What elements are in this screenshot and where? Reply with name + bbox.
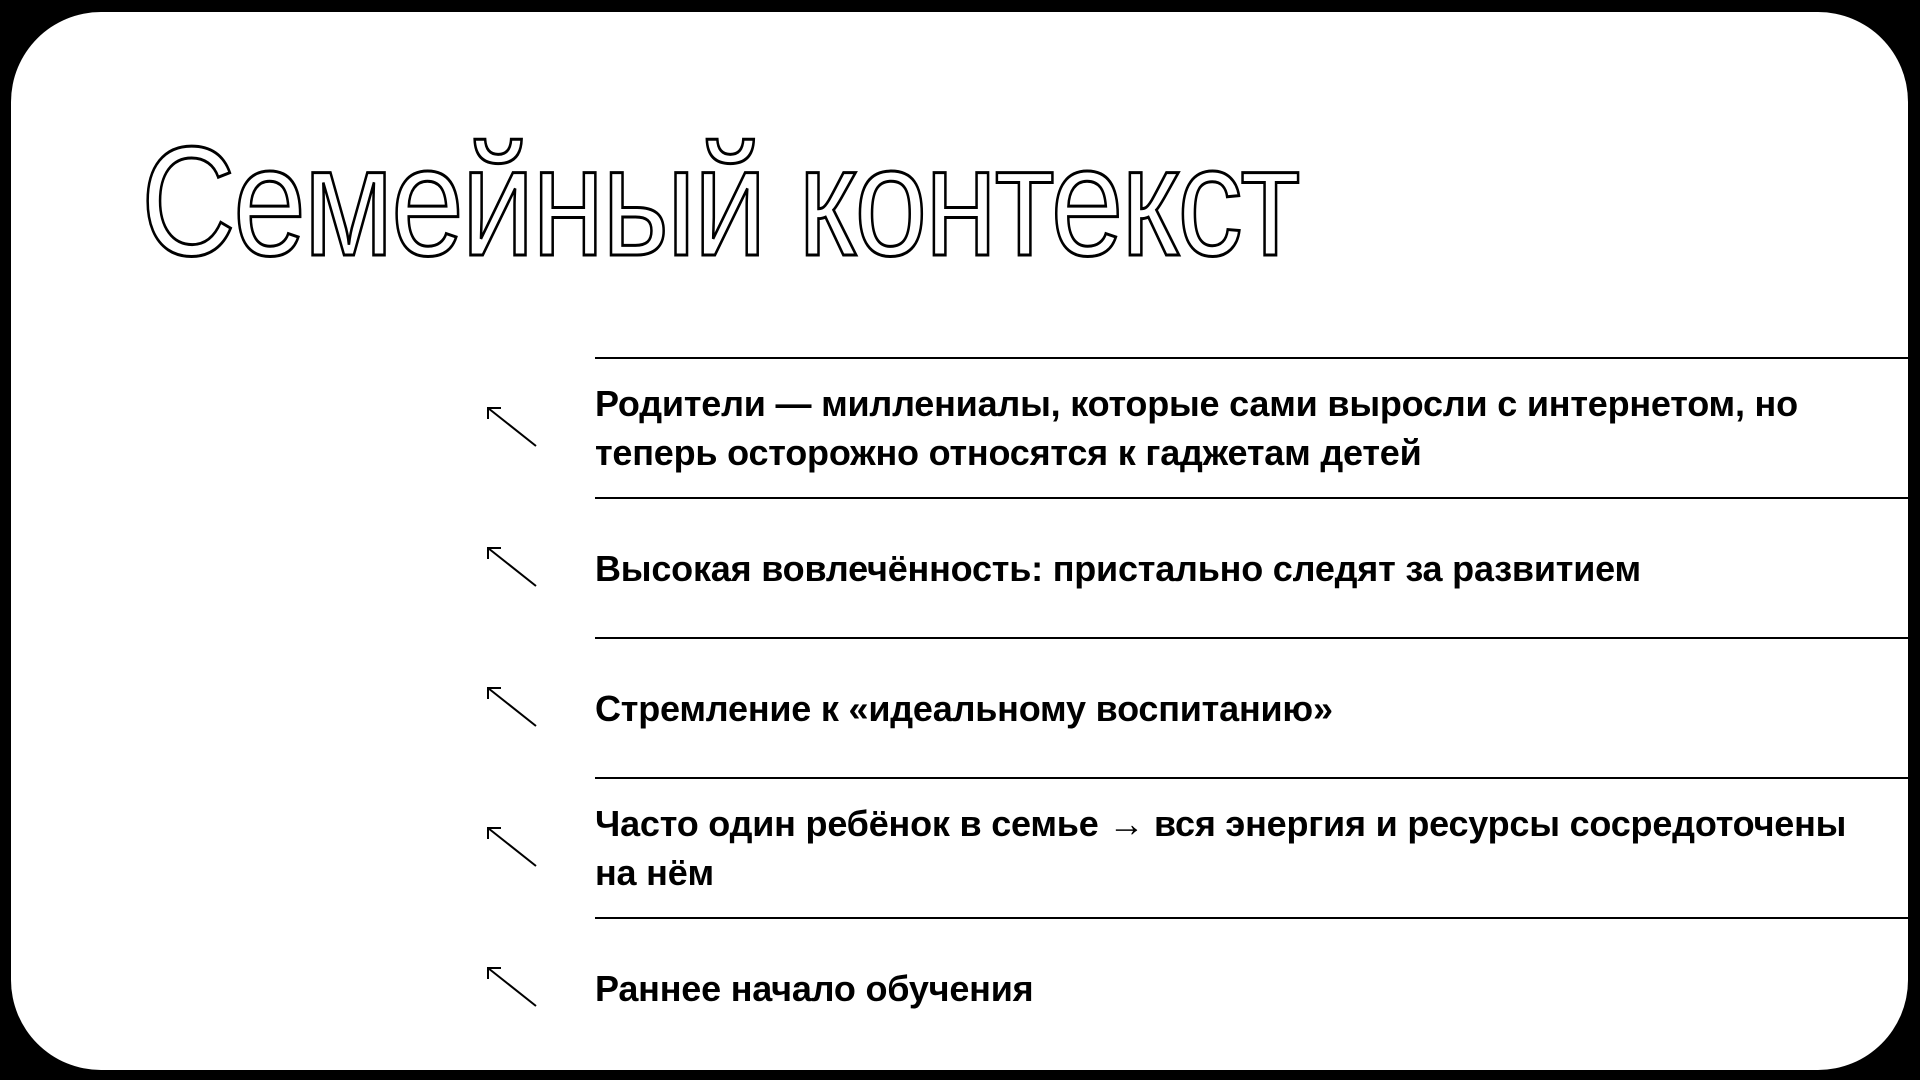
list-item [11,777,1908,917]
arrow-up-left-icon [482,822,542,872]
slide-card [11,12,1908,1070]
list-item-text: Высокая вовлечённость: пристально следят за развитием [595,547,1641,589]
list-item [11,497,1908,637]
arrow-up-left-icon [482,542,542,592]
list-item-text: Стремление к «идеальному воспитанию» [595,687,1333,729]
arrow-up-left-icon [482,962,542,1012]
arrow-up-left-icon [482,402,542,452]
list-item [11,917,1908,1057]
slide-title: Семейный контекст [141,115,1298,289]
list-item [11,637,1908,777]
list-item-text: Часто один ребёнок в семье → вся энергия и ресурсы сосредоточены на нём [595,803,1847,893]
arrow-up-left-icon [482,682,542,732]
bullet-list [11,357,1908,1057]
list-item-text: Раннее начало обучения [595,967,1034,1009]
list-item-text: Родители — миллениалы, которые сами выросли с интернетом, но теперь осторожно относятся к гаджетам детей [595,383,1798,473]
list-item [11,357,1908,497]
